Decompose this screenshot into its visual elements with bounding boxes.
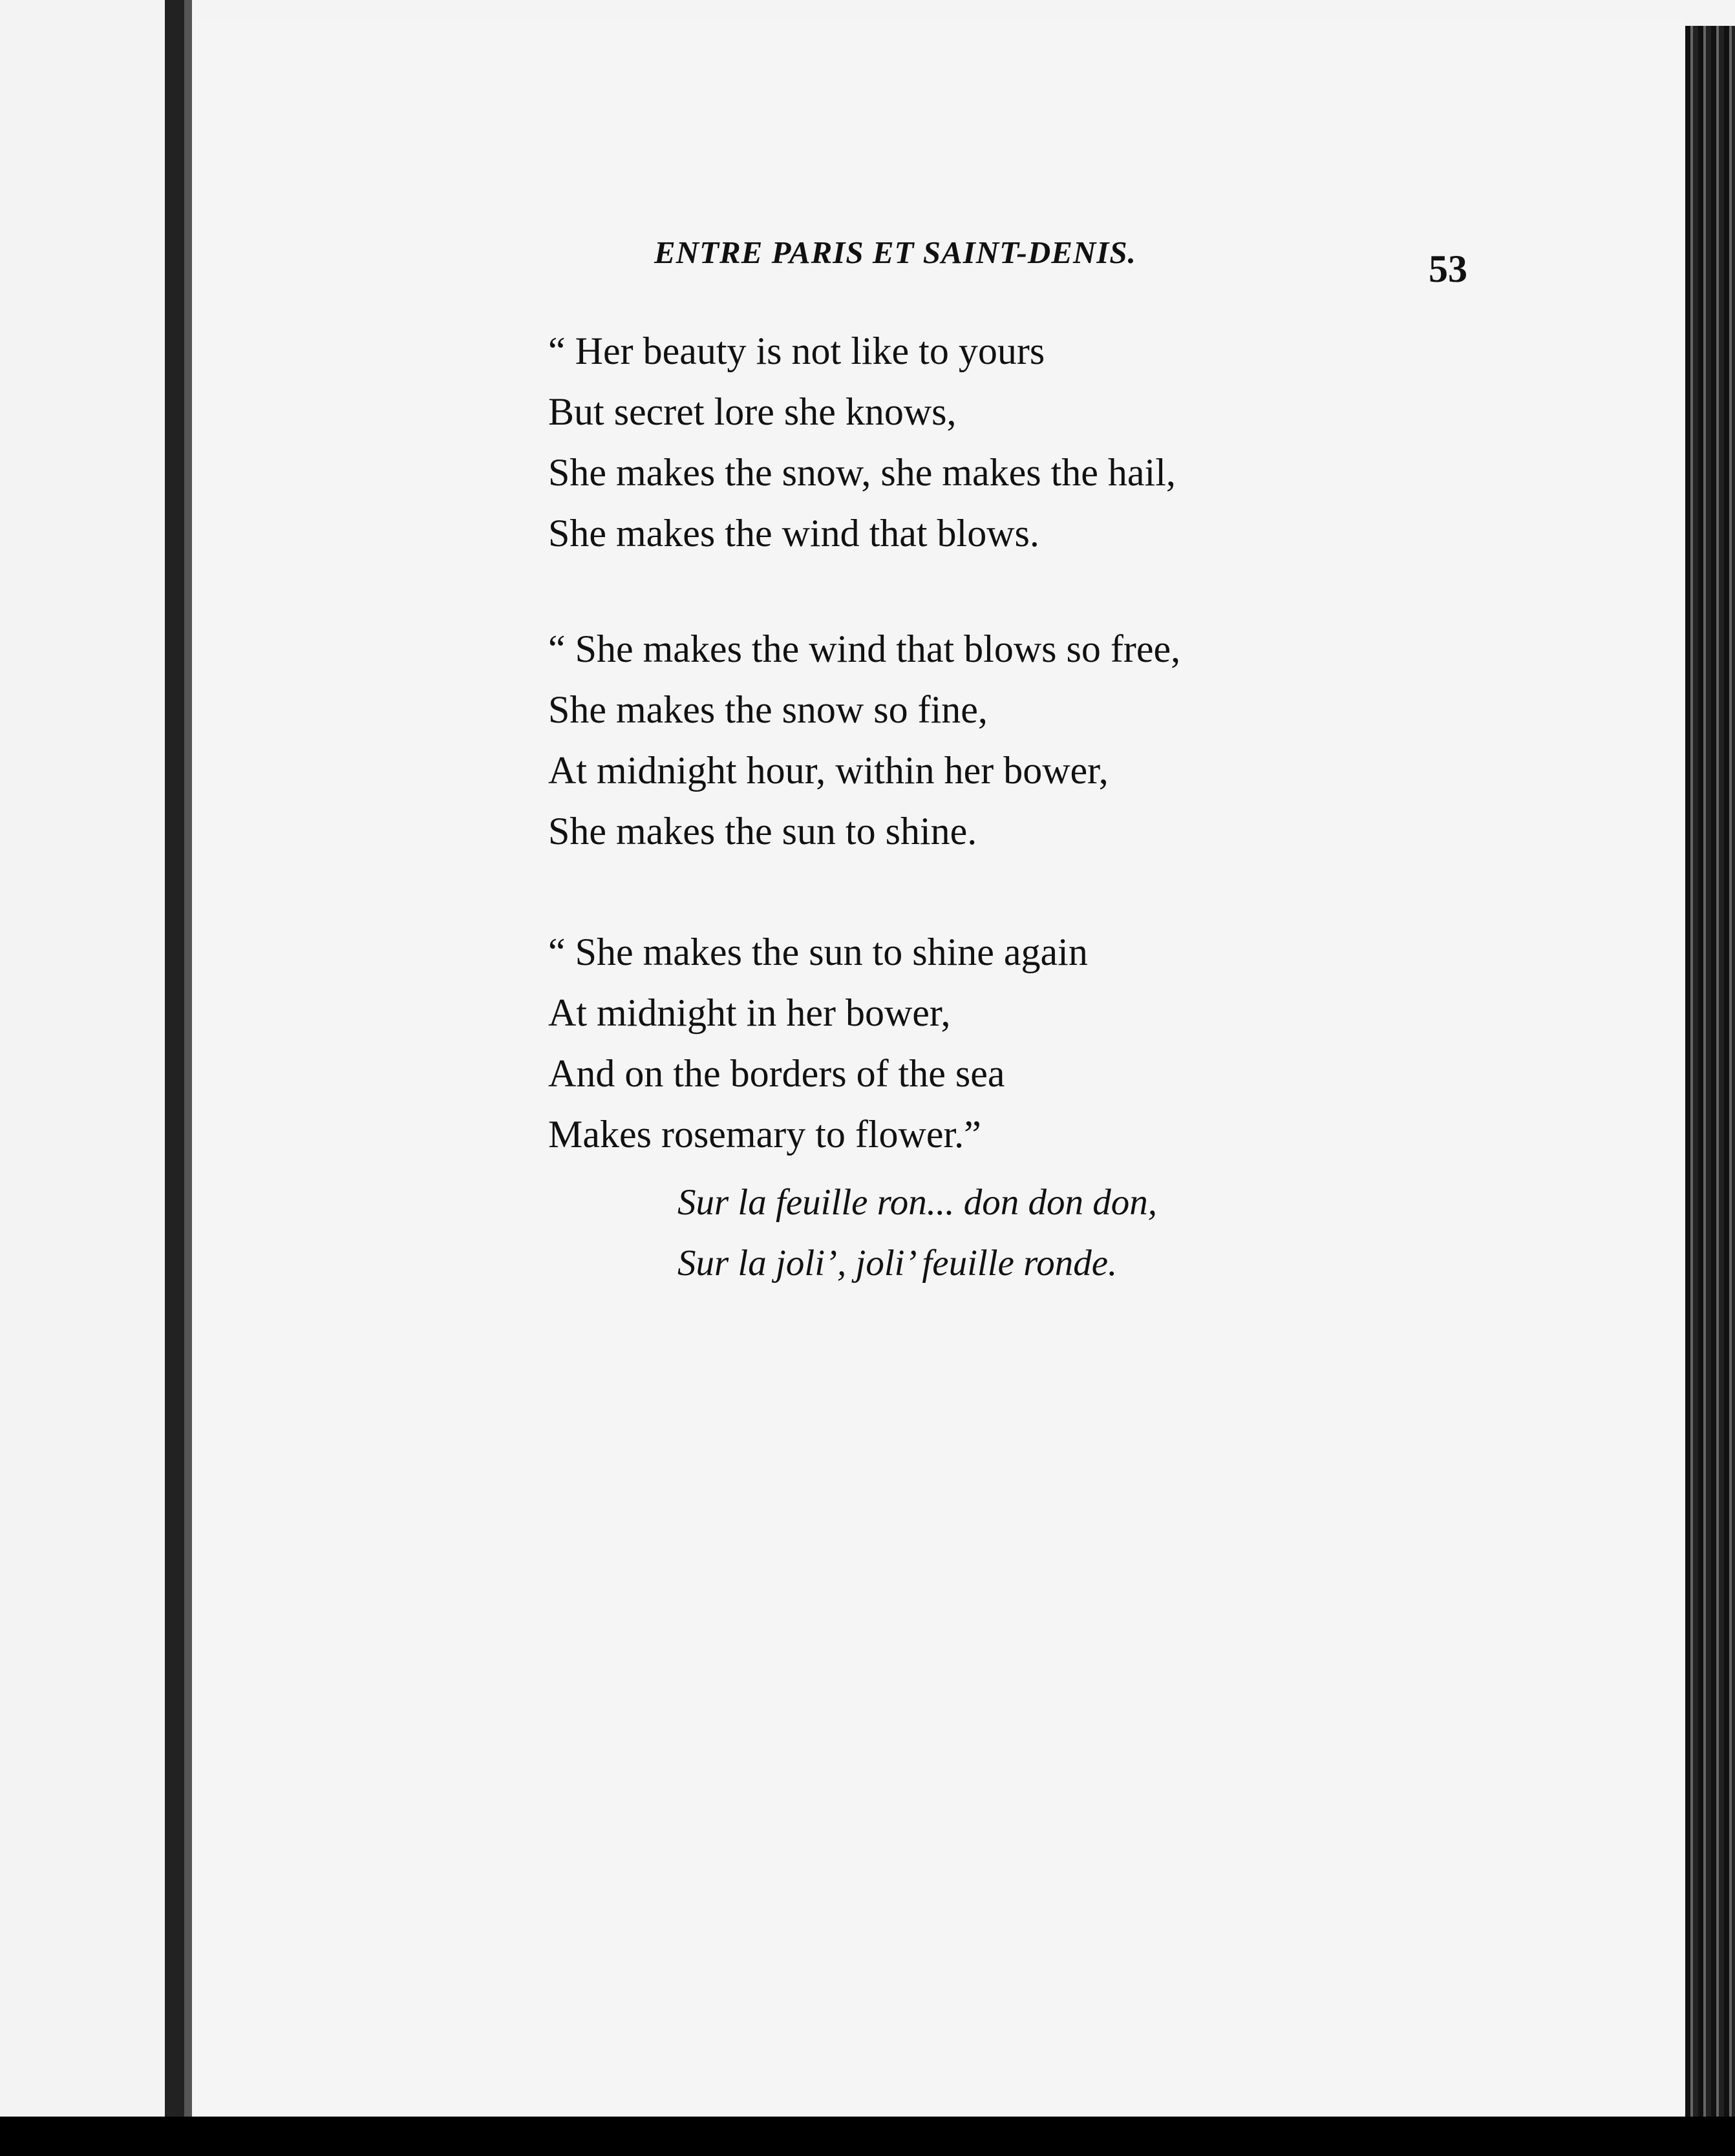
- verse-line: She makes the sun to shine.: [548, 810, 977, 852]
- verse-line: At midnight in her bower,: [548, 991, 951, 1034]
- verse-line: At midnight hour, within her bower,: [548, 749, 1109, 792]
- book-spine: [165, 0, 184, 2117]
- refrain: [677, 1172, 1157, 1294]
- verse-line: But secret lore she knows,: [548, 390, 957, 433]
- verse-line: And on the borders of the sea: [548, 1052, 1005, 1095]
- verse-line: “ She makes the sun to shine again: [548, 931, 1088, 973]
- verse-line: She makes the snow so fine,: [548, 688, 988, 731]
- refrain-line: Sur la joli’, joli’ feuille ronde.: [677, 1243, 1118, 1284]
- running-title: ENTRE PARIS ET SAINT-DENIS.: [654, 235, 1136, 270]
- stanza: [548, 618, 1180, 861]
- refrain-line: Sur la feuille ron... don don don,: [677, 1182, 1158, 1223]
- stanza: [548, 922, 1088, 1165]
- verse-line: She makes the snow, she makes the hail,: [548, 451, 1176, 494]
- book-spine-edge: [184, 0, 192, 2117]
- page-number: 53: [1429, 248, 1467, 290]
- verse-line: “ Her beauty is not like to yours: [548, 330, 1045, 372]
- facing-page: [0, 0, 165, 2113]
- verse-line: Makes rosemary to flower.”: [548, 1113, 981, 1156]
- scan-border: [0, 2117, 1735, 2156]
- verse-line: She makes the wind that blows.: [548, 512, 1039, 555]
- verse-line: “ She makes the wind that blows so free,: [548, 628, 1181, 670]
- stanza: [548, 321, 1176, 564]
- page-edges: [1685, 26, 1735, 2120]
